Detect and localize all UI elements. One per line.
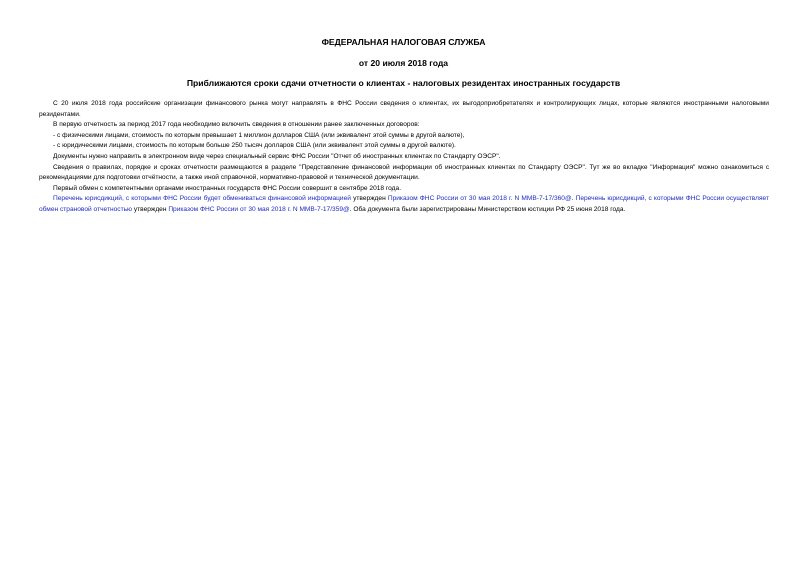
paragraph-jurisdictions [39,194,769,215]
paragraph-legal-entities: - с юридическими лицами, стоимость по которым больше 250 тысяч долларов США (или эквивалент этой суммы в другой валюте). [53,142,456,150]
paragraph-rules: Сведения о правилах, порядке и сроках отчетности размещаются в разделе "Представление финансовой информации об иностранных клиентах по Стандарту ОЭСР". Тут же во вкладке "Информация" можно ознакомиться с рекомендациями для подготовки отчётности, а также иной справочной, нормативно-правовой и технической документации. [39,163,769,182]
document-title: Приближаются сроки сдачи отчетности о клиентах - налоговых резидентах иностранных государств [186,78,621,88]
text-approved-2: утвержден [132,205,169,213]
link-jurisdictions-financial[interactable]: Перечень юрисдикций, с которыми ФНС России будет обмениваться финансовой информацией [53,195,351,203]
text-separator: . [571,195,576,203]
paragraph-first-exchange: Первый обмен с компетентными органами иностранных государств ФНС России совершит в сентябре 2018 года. [53,184,402,192]
link-order-359[interactable]: Приказом ФНС России от 30 мая 2018 г. N ММВ-7-17/359@ [168,205,350,213]
paragraph-individuals: - с физическими лицами, стоимость по которым превышает 1 миллион долларов США (или эквивалент этой суммы в другой валюте), [53,131,465,139]
document-date: от 20 июля 2018 года [358,58,449,68]
document-body [39,99,769,216]
link-jurisdictions-country-reporting[interactable]: Перечень юрисдикций, с которыми ФНС России осуществляет обмен страновой отчетностью [39,195,770,213]
link-order-360[interactable]: Приказом ФНС России от 30 мая 2018 г. N ММВ-7-17/360@ [387,195,572,203]
text-approved-1: утвержден [350,195,388,203]
paragraph-first-report: В первую отчетность за период 2017 года необходимо включить сведения в отношении ранее заключенных договоров: [53,121,420,129]
paragraph-submission: Документы нужно направить в электронном виде через специальный сервис ФНС России "Отчет об иностранных клиентах по Стандарту ОЭСР". [53,152,501,160]
organization-heading: ФЕДЕРАЛЬНАЯ НАЛОГОВАЯ СЛУЖБА [321,37,486,47]
text-registration: . Оба документа были зарегистрированы Министерством юстиции РФ 25 июня 2018 года. [349,205,626,213]
paragraph-intro: С 20 июля 2018 года российские организации финансового рынка могут направлять в ФНС России сведения о клиентах, их выгодоприобретателях и контролирующих лицах, которые являются иностранными налоговыми резидентами. [39,100,769,118]
